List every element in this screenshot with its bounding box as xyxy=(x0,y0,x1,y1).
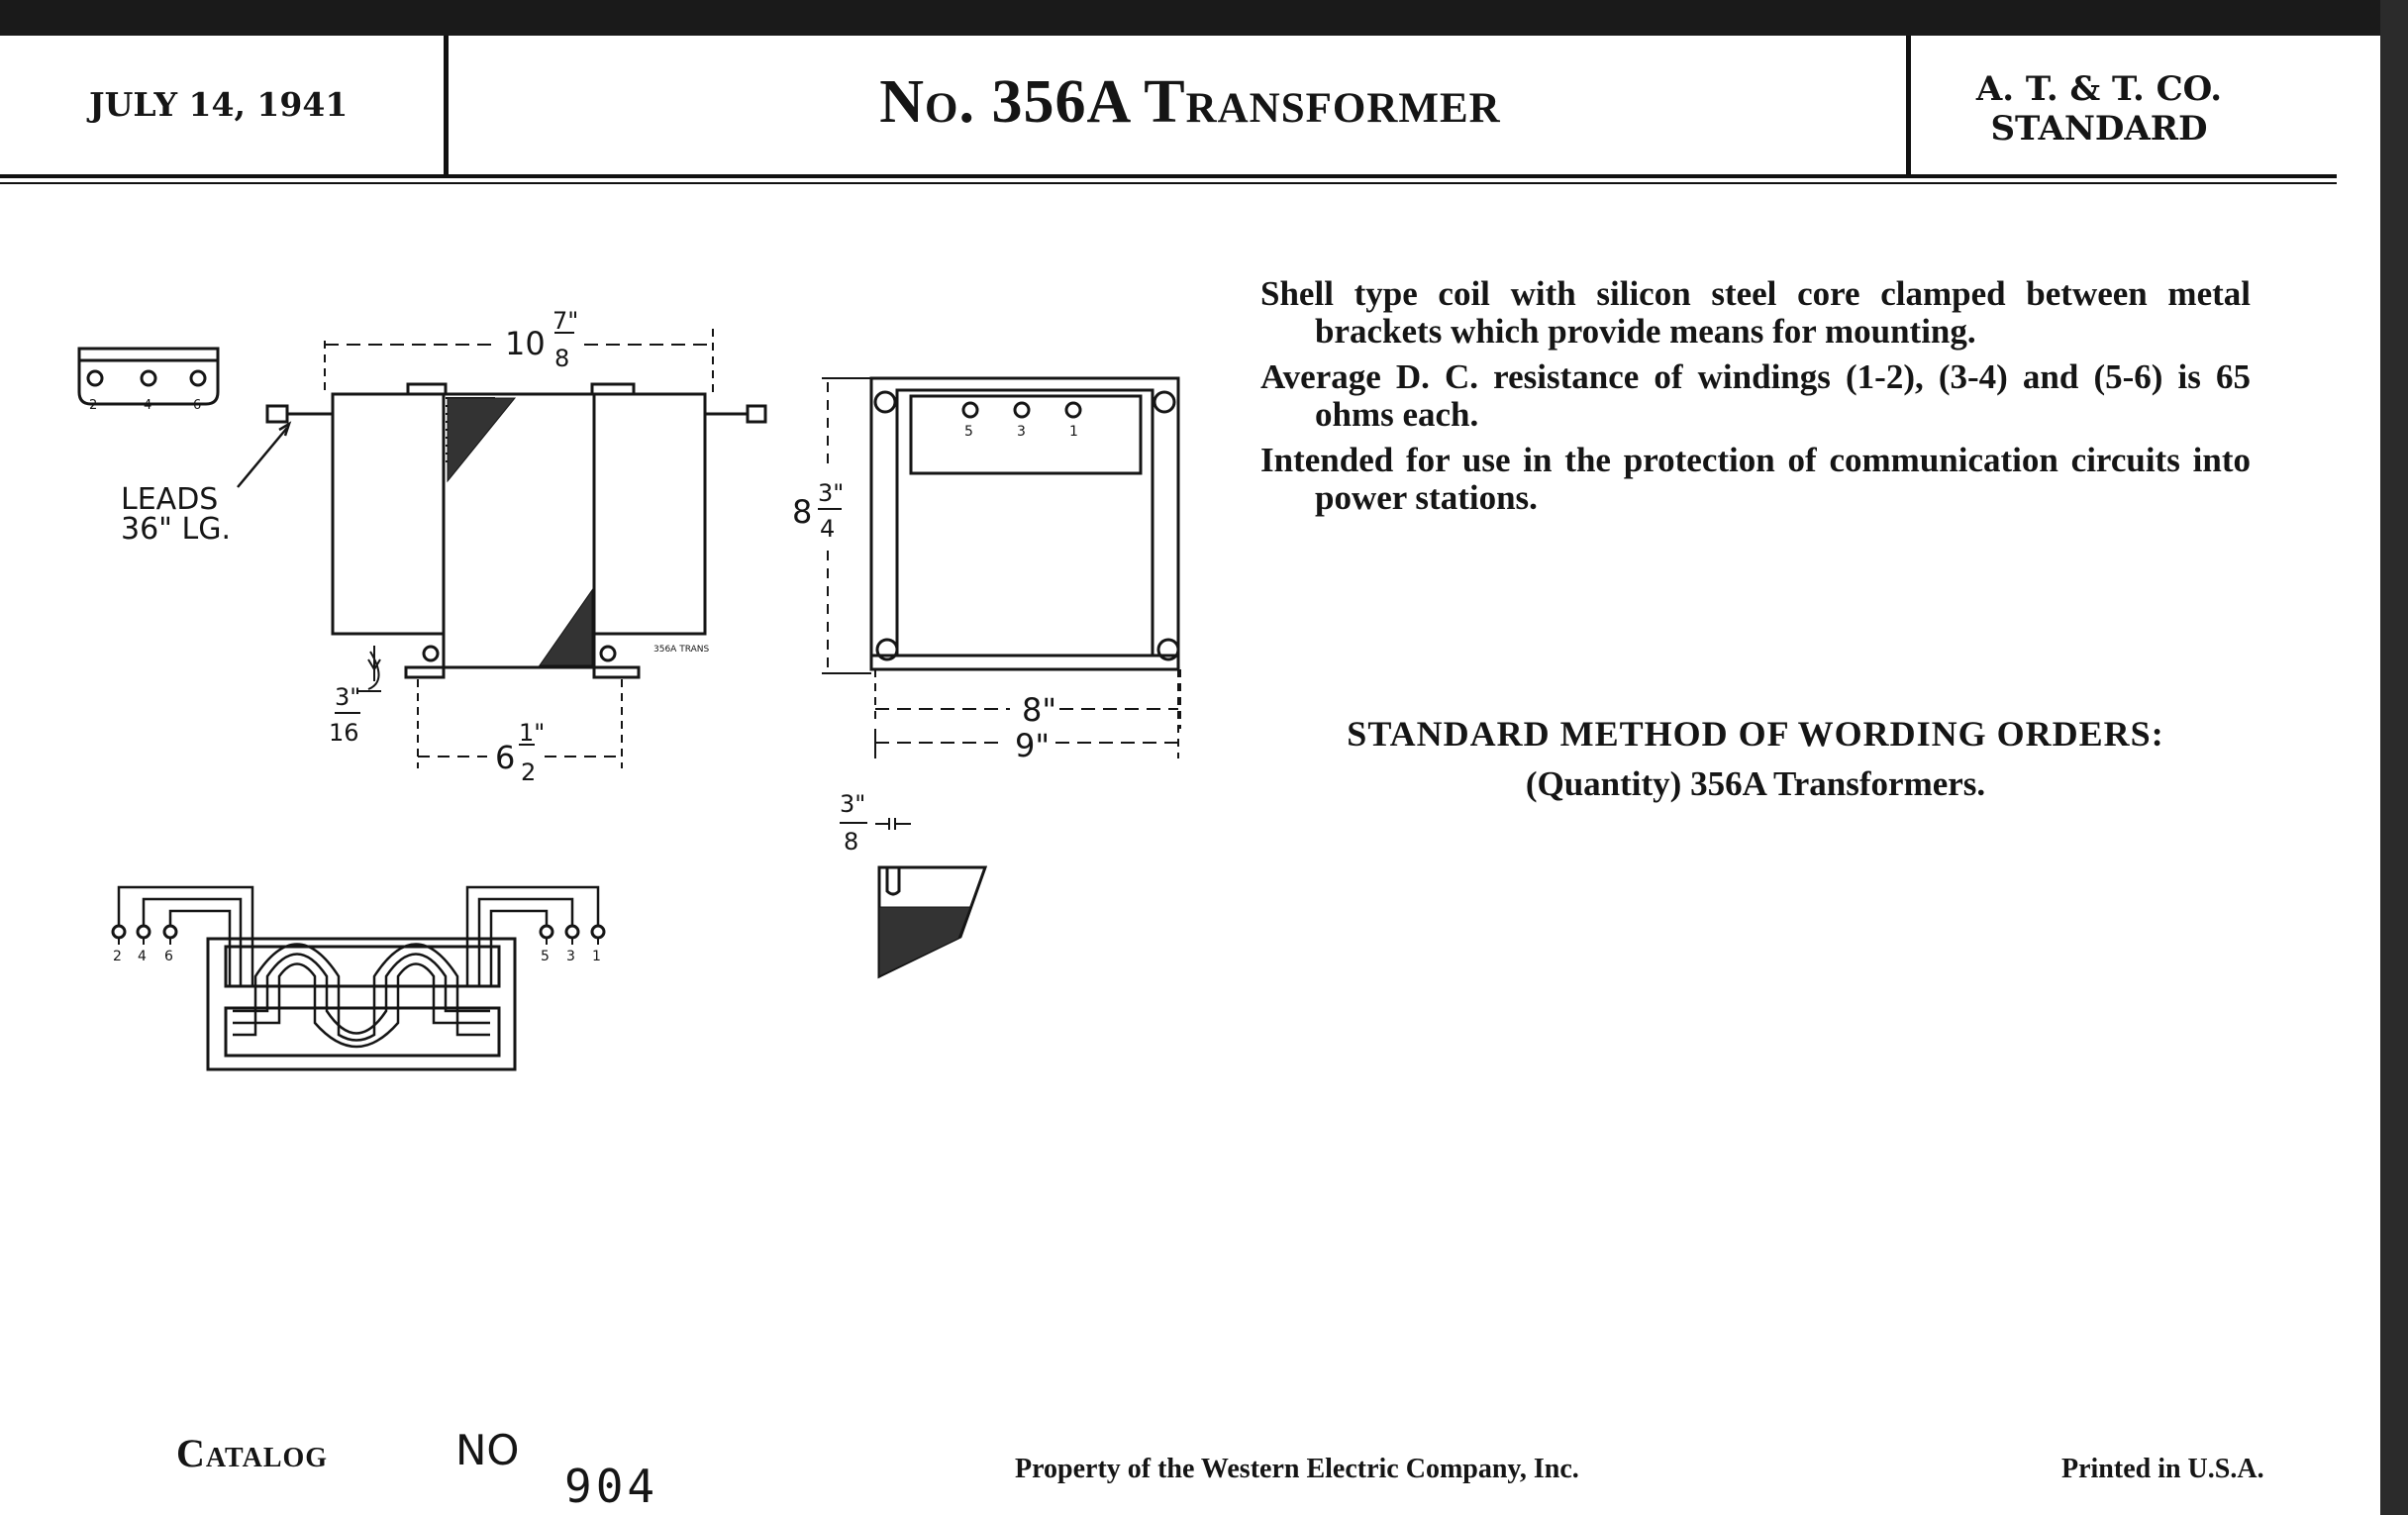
foot-dimension-denominator: 16 xyxy=(329,719,359,747)
issue-date: JULY 14, 1941 xyxy=(89,85,349,124)
property-notice: Property of the Western Electric Company, Inc. xyxy=(1015,1454,1579,1484)
end-view-drawing xyxy=(871,378,1178,669)
terminal-label: 6 xyxy=(193,398,202,413)
side-view-drawing xyxy=(267,384,765,677)
catalog-number-label: NO xyxy=(455,1426,520,1474)
standard-org: A. T. & T. CO. xyxy=(1975,69,2223,109)
leads-label: LEADS xyxy=(121,482,219,517)
ordering-example: (Quantity) 356A Transformers. xyxy=(1525,764,1986,803)
terminal-label: 2 xyxy=(89,398,98,413)
terminal-label: 4 xyxy=(144,398,152,413)
slot-dimension-numerator: 3" xyxy=(840,790,866,818)
height-dimension-denominator: 4 xyxy=(820,515,836,543)
foot-dimension-numerator: 3" xyxy=(335,683,361,711)
standard-label: STANDARD xyxy=(1990,109,2208,149)
width-dimension-denominator: 8 xyxy=(554,345,570,372)
catalog-sheet xyxy=(0,36,2380,1515)
base-dimension-numerator: 1" xyxy=(519,719,546,747)
base-dimension-denominator: 2 xyxy=(521,758,537,786)
slot-detail-drawing xyxy=(875,818,985,976)
width-dimension-whole: 10 xyxy=(505,325,546,362)
catalog-number: 904 xyxy=(564,1460,659,1513)
schematic-terminal-label: 5 xyxy=(541,949,550,964)
description xyxy=(1260,275,2251,525)
terminal-label: 3 xyxy=(1017,424,1026,440)
width-dimension-numerator: 7" xyxy=(552,307,579,335)
description-paragraph: Intended for use in the protection of communication circuits into power stations. xyxy=(1260,441,2251,517)
ordering-heading: STANDARD METHOD OF WORDING ORDERS: xyxy=(1347,714,2164,754)
height-dimension-whole: 8 xyxy=(792,493,813,531)
inner-width-dimension: 8" xyxy=(1022,691,1057,729)
scan-edge-strip xyxy=(2380,0,2408,1515)
base-dimension-whole: 6 xyxy=(495,739,516,776)
schematic-terminal-label: 2 xyxy=(113,949,122,964)
header-divider-right xyxy=(1906,36,1911,174)
schematic-terminal-label: 6 xyxy=(164,949,173,964)
winding-schematic xyxy=(113,887,604,1069)
height-dimension-numerator: 3" xyxy=(818,479,845,507)
leads-length-label: 36" LG. xyxy=(121,512,232,547)
schematic-terminal-label: 1 xyxy=(592,949,601,964)
printed-notice: Printed in U.S.A. xyxy=(2061,1454,2264,1484)
transformer-drawings xyxy=(0,36,1228,1075)
schematic-terminal-label: 3 xyxy=(566,949,575,964)
terminal-strip-drawing xyxy=(79,349,218,413)
description-paragraph: Shell type coil with silicon steel core clamped between metal brackets which provide means for mounting. xyxy=(1260,274,2251,351)
description-paragraph: Average D. C. resistance of windings (1-2), (3-4) and (5-6) is 65 ohms each. xyxy=(1260,357,2251,434)
slot-dimension-denominator: 8 xyxy=(844,828,859,856)
model-marking: 356A TRANS xyxy=(653,645,710,655)
terminal-label: 5 xyxy=(964,424,973,440)
terminal-label: 1 xyxy=(1069,424,1078,440)
outer-width-dimension: 9" xyxy=(1015,727,1051,764)
page-title: No. 356A Transformer xyxy=(879,68,1501,136)
catalog-label: Catalog xyxy=(176,1431,329,1475)
schematic-terminal-label: 4 xyxy=(138,949,147,964)
